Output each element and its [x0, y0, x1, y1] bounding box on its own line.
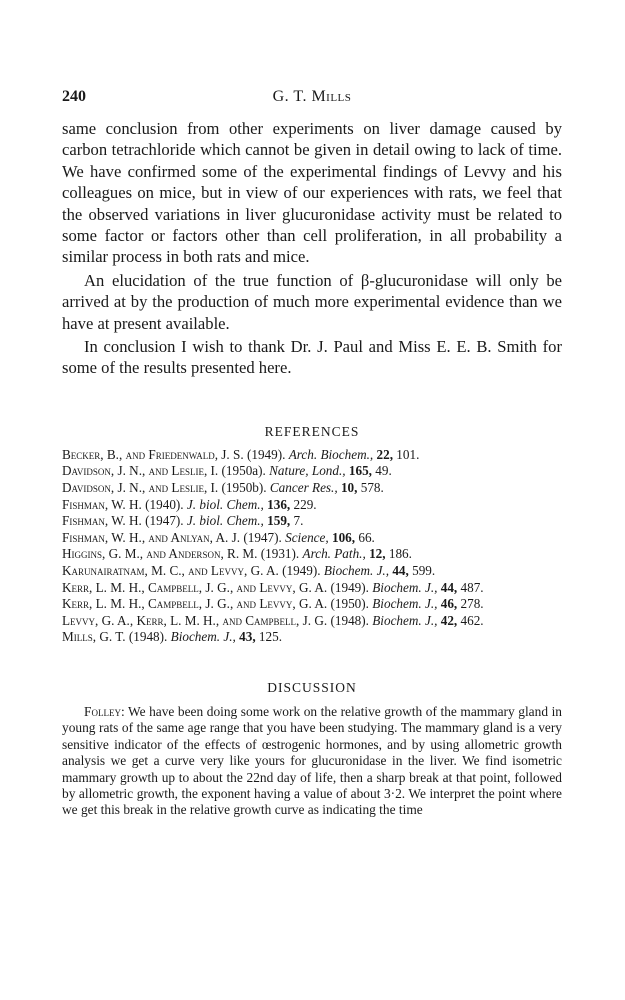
- page-number: 240: [62, 88, 86, 105]
- discussion-text: We have been doing some work on the relative growth of the mammary gland in young rats of the same age range that you have been studying. The mammary gland is a very sensitive indicator of the effects of œstrogenic hormones, and by using allometric growth analysis we get a curve very like yours for glucuronidase in the liver. We find isometric mammary growth up to about the 22nd day of life, then a sharp break at that point, followed by allometric growth, the exponent having a value of about 3·2. We interpret the point where we get this break in the relative growth curve as indicating the time: [62, 704, 562, 818]
- reference-journal: Arch. Path.,: [302, 546, 366, 562]
- reference-authors: Kerr, L. M. H., Campbell, J. G., and Levvy, G. A.: [62, 596, 328, 612]
- discussion-heading: DISCUSSION: [267, 680, 357, 695]
- reference-year: (1949).: [330, 579, 369, 595]
- reference-pages: 66.: [358, 529, 375, 545]
- reference-year: (1947).: [145, 513, 184, 529]
- reference-year: (1947).: [243, 529, 282, 545]
- reference-authors: Davidson, J. N., and Leslie, I.: [62, 463, 219, 479]
- reference-volume: 44,: [392, 563, 409, 579]
- reference-authors: Kerr, L. M. H., Campbell, J. G., and Levvy, G. A.: [62, 579, 328, 595]
- discussion-paragraph: [62, 704, 562, 819]
- reference-pages: 278.: [460, 596, 484, 612]
- reference-authors: Levvy, G. A., Kerr, L. M. H., and Campbell, J. G.: [62, 612, 328, 628]
- reference-journal: Biochem. J.,: [170, 629, 236, 645]
- reference-year: (1949).: [246, 446, 286, 462]
- reference-volume: 12,: [369, 546, 386, 562]
- reference-authors: Becker, B., and Friedenwald, J. S.: [62, 446, 244, 462]
- reference-item: [62, 629, 562, 646]
- reference-authors: Fishman, W. H., and Anlyan, A. J.: [62, 529, 241, 545]
- reference-item: [62, 546, 562, 563]
- reference-journal: Science,: [285, 529, 329, 545]
- reference-authors: Higgins, G. M., and Anderson, R. M.: [62, 546, 258, 562]
- reference-item: [62, 447, 562, 464]
- reference-journal: J. biol. Chem.,: [186, 513, 264, 529]
- reference-authors: Mills, G. T.: [62, 629, 126, 645]
- reference-item: [62, 563, 562, 580]
- references-heading: REFERENCES: [264, 423, 360, 439]
- reference-pages: 101.: [396, 446, 420, 462]
- page-header: [62, 88, 562, 118]
- reference-year: (1940).: [145, 496, 184, 512]
- reference-item: [62, 497, 562, 514]
- reference-pages: 7.: [293, 513, 304, 529]
- reference-authors: Karunairatnam, M. C., and Levvy, G. A.: [62, 563, 279, 579]
- reference-volume: 159,: [267, 513, 291, 529]
- reference-journal: Biochem. J.,: [323, 563, 390, 579]
- reference-item: [62, 580, 562, 597]
- reference-journal: Biochem. J.,: [372, 579, 438, 595]
- reference-journal: Cancer Res.,: [269, 480, 338, 496]
- reference-volume: 165,: [348, 463, 372, 479]
- reference-year: (1931).: [260, 546, 300, 562]
- reference-pages: 599.: [412, 563, 436, 579]
- reference-journal: Biochem. J.,: [372, 612, 438, 628]
- reference-volume: 44,: [440, 579, 458, 595]
- reference-item: [62, 613, 562, 630]
- reference-item: [62, 513, 562, 530]
- reference-volume: 10,: [340, 480, 358, 496]
- reference-item: [62, 463, 562, 480]
- reference-authors: Fishman, W. H.: [62, 496, 142, 512]
- reference-authors: Fishman, W. H.: [62, 513, 142, 529]
- reference-journal: Arch. Biochem.,: [288, 446, 374, 462]
- reference-volume: 46,: [440, 596, 458, 612]
- reference-year: (1949).: [282, 563, 321, 579]
- reference-volume: 43,: [239, 629, 256, 645]
- reference-pages: 49.: [375, 463, 392, 479]
- page: [62, 88, 562, 832]
- running-head: G. T. Mills: [272, 88, 352, 105]
- reference-authors: Davidson, J. N., and Leslie, I.: [62, 480, 219, 496]
- reference-year: (1950a).: [221, 463, 266, 479]
- body-paragraph: An elucidation of the true function of β-glucuronidase will only be arrived at by the production of much more experimental evidence than we have at present available.: [62, 270, 562, 333]
- reference-journal: J. biol. Chem.,: [186, 496, 264, 512]
- reference-pages: 487.: [460, 579, 484, 595]
- reference-year: (1948).: [128, 629, 168, 645]
- reference-item: [62, 596, 562, 613]
- references-list: [62, 447, 562, 646]
- body-paragraph: In conclusion I wish to thank Dr. J. Paul and Miss E. E. B. Smith for some of the results presented here.: [62, 337, 562, 378]
- reference-volume: 22,: [376, 446, 393, 462]
- reference-item: [62, 480, 562, 497]
- reference-pages: 462.: [460, 612, 484, 628]
- reference-pages: 186.: [388, 546, 412, 562]
- reference-year: (1950b).: [221, 480, 267, 496]
- reference-item: [62, 530, 562, 547]
- reference-volume: 136,: [267, 496, 291, 512]
- discussion-speaker: Folley:: [84, 704, 125, 719]
- reference-pages: 125.: [258, 629, 282, 645]
- body-paragraph: same conclusion from other experiments on liver damage caused by carbon tetrachloride which cannot be given in detail owing to lack of time. We have confirmed some of the experimental findings of Levvy and his colleagues on mice, but in view of our experiences with rats, we feel that the observed variations in liver glucuronidase activity must be related to some factor or factors other than cell proliferation, in all probability a similar process in both rats and mice.: [62, 119, 562, 267]
- reference-year: (1950).: [330, 596, 369, 612]
- reference-journal: Biochem. J.,: [372, 596, 438, 612]
- reference-pages: 578.: [360, 480, 384, 496]
- reference-year: (1948).: [330, 612, 369, 628]
- reference-volume: 42,: [440, 612, 458, 628]
- reference-journal: Nature, Lond.,: [269, 463, 346, 479]
- reference-pages: 229.: [293, 496, 317, 512]
- reference-volume: 106,: [331, 529, 356, 545]
